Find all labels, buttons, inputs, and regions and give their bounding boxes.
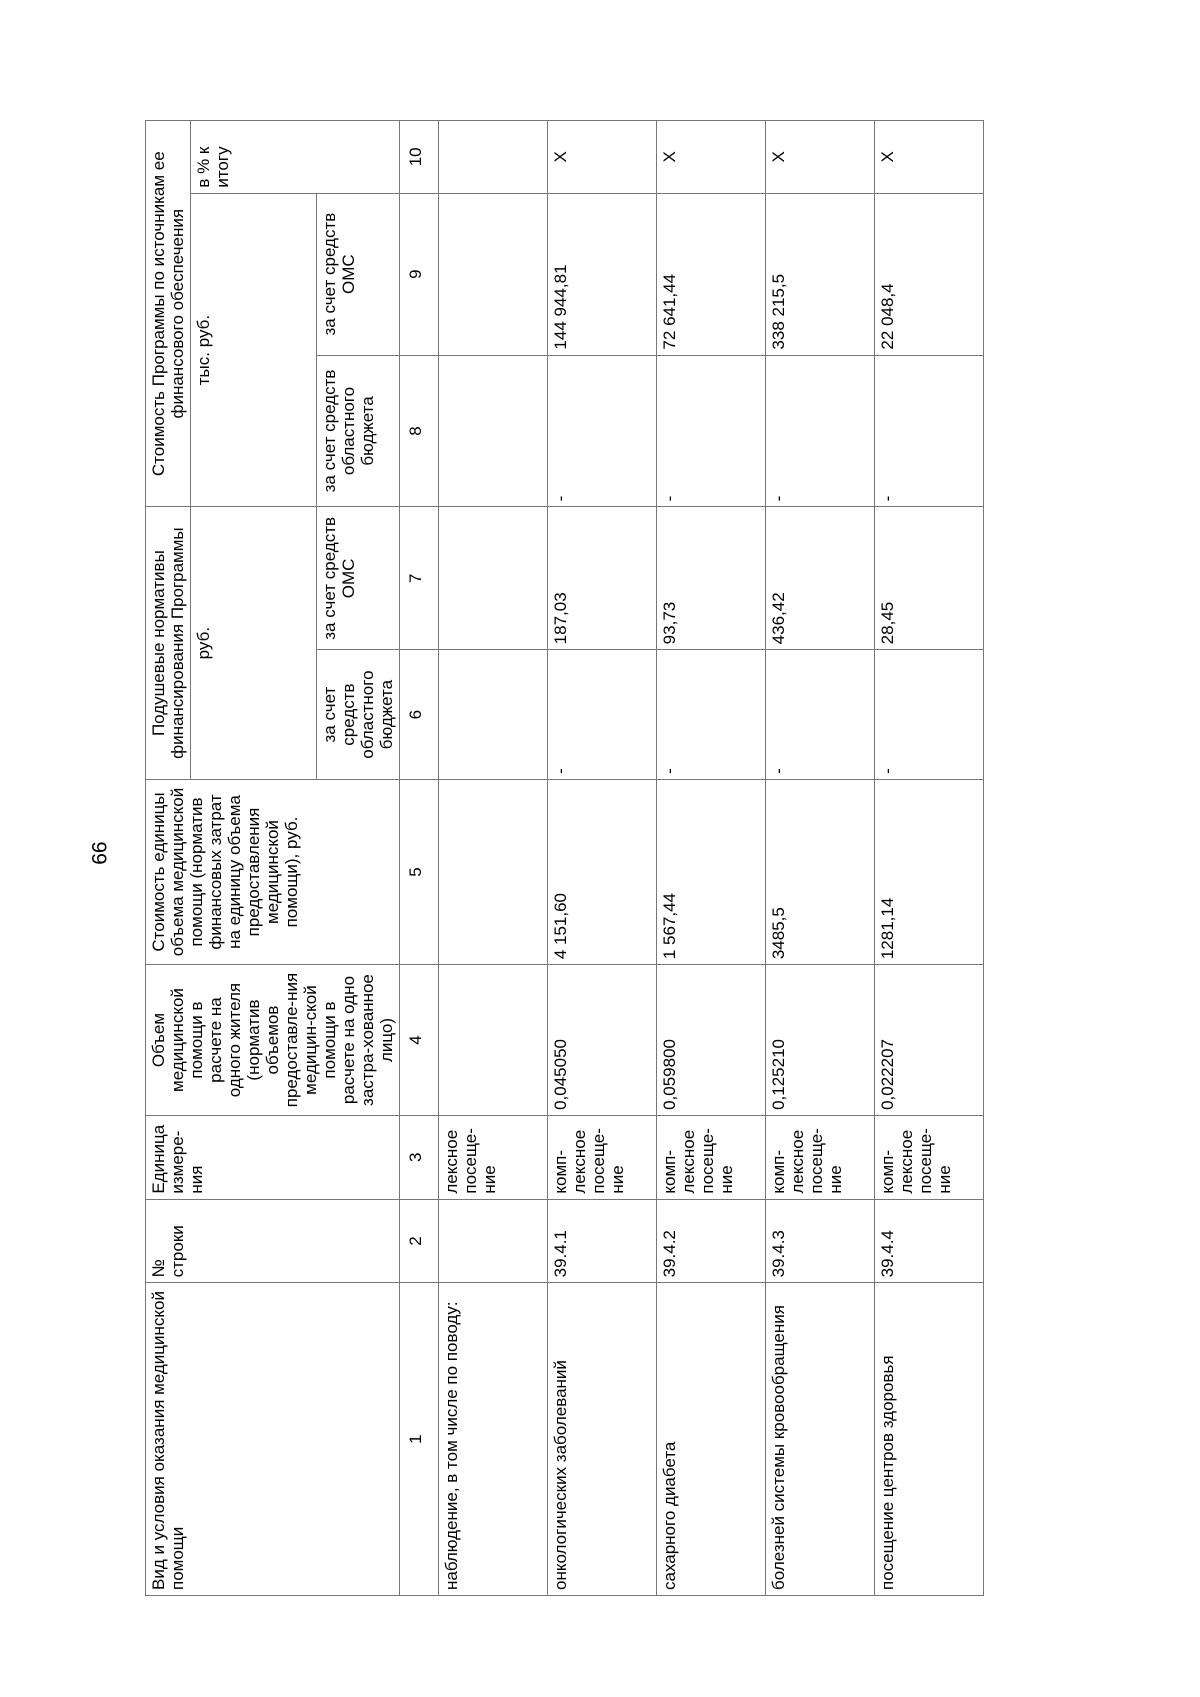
header-line-number: № строки: [146, 1199, 400, 1283]
row-line-number: 39.4.3: [766, 1199, 875, 1283]
column-number: 7: [400, 507, 439, 650]
row-unit: комп-лексное посеще-ние: [875, 1115, 984, 1199]
row-cost-oms: 22 048,4: [875, 193, 984, 355]
row-norm-oms: 28,45: [875, 507, 984, 650]
header-norms-unit: руб.: [191, 507, 317, 779]
row-cost: 1 567,44: [657, 779, 766, 964]
header-percent: в % к итогу: [191, 121, 400, 194]
table-row: [766, 121, 875, 1596]
rotated-table-container: [145, 120, 1113, 1596]
header-volume: Объем медицинской помощи в расчете на одного жителя (норматив объемов предоставле-ния медицин-ской помощи в расчете на одно застра-хованное лицо): [146, 965, 400, 1116]
row-unit: лексное посеще-ние: [439, 1115, 548, 1199]
row-norm-budget: [439, 650, 548, 780]
row-line-number: 39.4.2: [657, 1199, 766, 1283]
row-norm-oms: 436,42: [766, 507, 875, 650]
row-line-number: 39.4.4: [875, 1199, 984, 1283]
row-name: посещение центров здоровья: [875, 1283, 984, 1596]
row-percent: X: [766, 121, 875, 194]
row-cost-budget: -: [766, 355, 875, 507]
header-per-capita-norms: Подушевые нормативы финансирования Программы: [146, 507, 191, 779]
row-percent: X: [875, 121, 984, 194]
column-number: 8: [400, 355, 439, 507]
row-cost: 4 151,60: [548, 779, 657, 964]
table-row: [439, 121, 548, 1596]
header-unit: Единица измере-ния: [146, 1115, 400, 1199]
row-cost-budget: -: [875, 355, 984, 507]
row-name: онкологических заболеваний: [548, 1283, 657, 1596]
row-percent: X: [657, 121, 766, 194]
header-cost-unit: тыс. руб.: [191, 193, 317, 507]
column-number: 10: [400, 121, 439, 194]
column-number: 2: [400, 1199, 439, 1283]
row-unit: комп-лексное посеще-ние: [766, 1115, 875, 1199]
row-line-number: [439, 1199, 548, 1283]
row-norm-budget: -: [875, 650, 984, 780]
row-unit: комп-лексное посеще-ние: [548, 1115, 657, 1199]
row-volume: 0,125210: [766, 965, 875, 1116]
row-volume: 0,045050: [548, 965, 657, 1116]
row-norm-oms: 93,73: [657, 507, 766, 650]
row-norm-oms: 187,03: [548, 507, 657, 650]
row-volume: [439, 965, 548, 1116]
header-care-type: Вид и условия оказания медицинской помощи: [146, 1283, 400, 1596]
row-name: сахарного диабета: [657, 1283, 766, 1596]
row-cost-oms: 338 215,5: [766, 193, 875, 355]
row-cost-oms: 144 944,81: [548, 193, 657, 355]
header-cost-budget: за счет средств областного бюджета: [317, 355, 400, 507]
row-volume: 0,022207: [875, 965, 984, 1116]
column-number: 4: [400, 965, 439, 1116]
row-line-number: 39.4.1: [548, 1199, 657, 1283]
row-unit: комп-лексное посеще-ние: [657, 1115, 766, 1199]
row-cost-budget: -: [548, 355, 657, 507]
column-number: 5: [400, 779, 439, 964]
table-row: [657, 121, 766, 1596]
row-cost-budget: [439, 355, 548, 507]
column-number: 9: [400, 193, 439, 355]
table-frame: [145, 120, 1113, 1596]
header-norm-budget: за счет средств областного бюджета: [317, 650, 400, 780]
row-norm-oms: [439, 507, 548, 650]
header-cost-oms: за счет средств ОМС: [317, 193, 400, 355]
row-cost-oms: [439, 193, 548, 355]
row-cost-oms: 72 641,44: [657, 193, 766, 355]
row-percent: X: [548, 121, 657, 194]
row-percent: [439, 121, 548, 194]
header-norm-oms: за счет средств ОМС: [317, 507, 400, 650]
header-unit-cost: Стоимость единицы объема медицинской помощи (норматив финансовых затрат на единицу объема предоставления медицинской помощи), руб.: [146, 779, 400, 964]
row-norm-budget: -: [548, 650, 657, 780]
column-number: 1: [400, 1283, 439, 1596]
table-row: [875, 121, 984, 1596]
row-cost: [439, 779, 548, 964]
column-number: 6: [400, 650, 439, 780]
row-norm-budget: -: [657, 650, 766, 780]
row-cost-budget: -: [657, 355, 766, 507]
column-number-row: [400, 121, 439, 1596]
header-program-cost: Стоимость Программы по источникам ее финансового обеспечения: [146, 121, 191, 507]
program-cost-table: [145, 120, 984, 1596]
row-norm-budget: -: [766, 650, 875, 780]
row-name: наблюдение, в том числе по поводу:: [439, 1283, 548, 1596]
header-row-1: [146, 121, 191, 1596]
row-cost: 3485,5: [766, 779, 875, 964]
row-cost: 1281,14: [875, 779, 984, 964]
table-row: [548, 121, 657, 1596]
row-volume: 0,059800: [657, 965, 766, 1116]
row-name: болезней системы кровообращения: [766, 1283, 875, 1596]
page-number: 99: [87, 841, 110, 865]
column-number: 3: [400, 1115, 439, 1199]
